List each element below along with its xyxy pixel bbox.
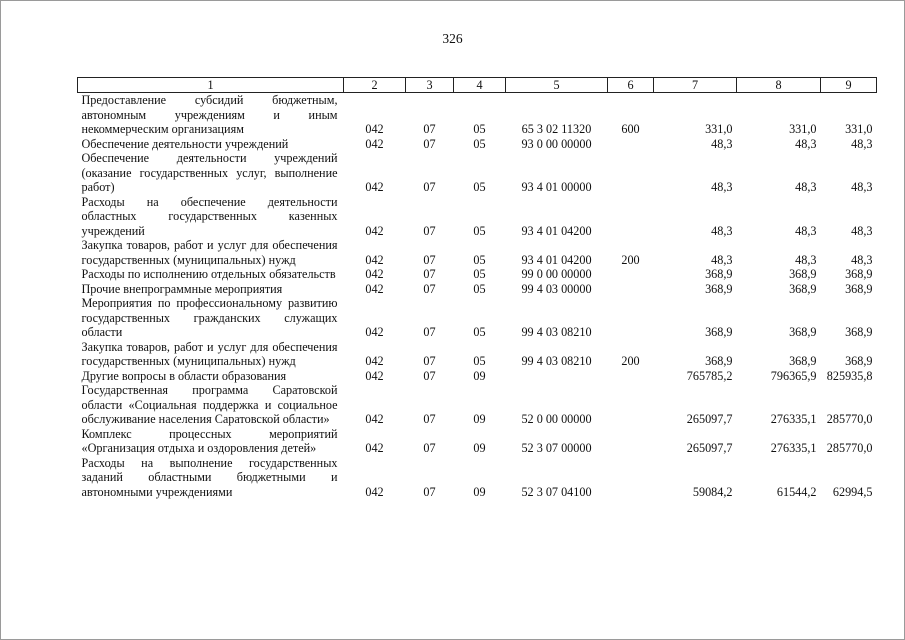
cell-section: 07	[423, 252, 436, 267]
row-description: Комплекс процессных мероприятий «Организация отдыха и оздоровления детей»	[81, 426, 338, 455]
cell-amount-3: 368,9	[845, 267, 873, 281]
cell-admin-code: 042	[365, 441, 384, 455]
cell-amount-1: 331,0	[705, 122, 733, 136]
cell-amount-1: 765785,2	[686, 368, 733, 383]
cell-expense-type: 200	[621, 252, 640, 267]
cell-target-article: 93 0 00 00000	[521, 136, 592, 151]
column-header: 4	[454, 78, 506, 93]
cell-amount-2: 368,9	[789, 325, 817, 339]
cell-admin-code: 042	[365, 122, 384, 136]
cell-amount-1: 265097,7	[686, 412, 733, 426]
cell-amount-1: 48,3	[711, 180, 733, 194]
cell-target-article: 99 4 03 08210	[521, 354, 592, 368]
cell-target-article: 93 4 01 00000	[521, 180, 592, 194]
cell-amount-3: 285770,0	[826, 441, 873, 455]
cell-amount-2: 48,3	[795, 180, 817, 194]
cell-section: 07	[423, 281, 436, 296]
cell-amount-2: 48,3	[795, 252, 817, 267]
column-header: 2	[344, 78, 406, 93]
cell-amount-2: 48,3	[795, 136, 817, 151]
cell-expense-type	[608, 296, 654, 340]
cell-section: 07	[423, 441, 436, 455]
cell-amount-1: 48,3	[711, 252, 733, 267]
cell-subsection: 05	[473, 252, 486, 267]
row-description: Мероприятия по профессиональному развитию государственных гражданских служащих области	[81, 296, 338, 339]
budget-table	[77, 77, 877, 499]
cell-admin-code: 042	[365, 180, 384, 194]
cell-admin-code: 042	[365, 223, 384, 238]
table-row	[78, 267, 877, 282]
cell-subsection: 09	[473, 412, 486, 426]
cell-target-article: 65 3 02 11320	[521, 122, 592, 136]
cell-section: 07	[423, 484, 436, 499]
cell-expense-type	[608, 427, 654, 456]
cell-amount-1: 48,3	[711, 223, 733, 238]
cell-amount-3: 48,3	[851, 223, 873, 238]
cell-admin-code: 042	[365, 252, 384, 267]
cell-amount-2: 368,9	[789, 281, 817, 296]
cell-amount-2: 276335,1	[770, 441, 817, 455]
cell-amount-3: 48,3	[851, 180, 873, 194]
table-row	[78, 369, 877, 384]
cell-expense-type: 200	[621, 354, 640, 368]
cell-subsection: 05	[473, 325, 486, 339]
cell-target-article: 99 0 00 00000	[521, 267, 592, 281]
cell-amount-3: 331,0	[845, 122, 873, 136]
table-row	[78, 456, 877, 500]
cell-expense-type	[608, 137, 654, 152]
cell-target-article	[506, 369, 608, 384]
table-row	[78, 383, 877, 427]
cell-admin-code: 042	[365, 281, 384, 296]
cell-target-article: 52 3 07 04100	[521, 484, 592, 499]
table-row	[78, 151, 877, 195]
cell-section: 07	[423, 354, 436, 368]
cell-amount-1: 368,9	[705, 325, 733, 339]
page-number: 326	[442, 31, 463, 46]
cell-admin-code: 042	[365, 267, 384, 281]
column-header: 5	[506, 78, 608, 93]
cell-amount-2: 48,3	[795, 223, 817, 238]
column-header: 3	[406, 78, 454, 93]
cell-amount-3: 285770,0	[826, 412, 873, 426]
cell-subsection: 05	[473, 223, 486, 238]
cell-section: 07	[423, 325, 436, 339]
cell-admin-code: 042	[365, 325, 384, 339]
cell-target-article: 93 4 01 04200	[521, 223, 592, 238]
cell-section: 07	[423, 412, 436, 426]
column-header: 9	[821, 78, 877, 93]
row-description: Расходы на обеспечение деятельности областных государственных казенных учреждений	[81, 194, 338, 238]
cell-amount-3: 368,9	[845, 325, 873, 339]
cell-subsection: 05	[473, 281, 486, 296]
table-row	[78, 427, 877, 456]
cell-target-article: 99 4 03 00000	[521, 281, 592, 296]
cell-subsection: 09	[473, 441, 486, 455]
cell-amount-2: 796365,9	[770, 368, 817, 383]
row-description: Государственная программа Саратовской области «Социальная поддержка и социальное обслуживание населения Саратовской области»	[81, 383, 338, 426]
cell-amount-3: 48,3	[851, 136, 873, 151]
cell-amount-2: 331,0	[789, 122, 817, 136]
table-row	[78, 282, 877, 297]
cell-amount-1: 368,9	[705, 267, 733, 281]
table-row	[78, 296, 877, 340]
cell-admin-code: 042	[365, 412, 384, 426]
cell-amount-1: 59084,2	[692, 484, 733, 499]
row-description: Обеспечение деятельности учреждений	[81, 136, 289, 151]
cell-amount-1: 368,9	[705, 281, 733, 296]
row-description: Прочие внепрограммные мероприятия	[81, 281, 283, 296]
cell-expense-type: 600	[621, 122, 640, 136]
table-row	[78, 137, 877, 152]
cell-section: 07	[423, 136, 436, 151]
cell-target-article: 52 3 07 00000	[521, 441, 592, 455]
row-description: Обеспечение деятельности учреждений (оказание государственных услуг, выполнение работ)	[81, 151, 338, 194]
cell-subsection: 09	[473, 484, 486, 499]
cell-expense-type	[608, 369, 654, 384]
cell-amount-2: 61544,2	[776, 484, 817, 499]
column-header: 8	[737, 78, 821, 93]
table-row	[78, 340, 877, 369]
cell-subsection: 05	[473, 267, 486, 281]
cell-admin-code: 042	[365, 354, 384, 368]
cell-amount-3: 825935,8	[826, 368, 873, 383]
cell-target-article: 99 4 03 08210	[521, 325, 592, 339]
row-description: Другие вопросы в области образования	[81, 368, 287, 383]
cell-expense-type	[608, 383, 654, 427]
cell-section: 07	[423, 368, 436, 383]
cell-subsection: 05	[473, 180, 486, 194]
row-description: Предоставление субсидий бюджетным, автономным учреждениям и иным некоммерческим организациям	[81, 93, 338, 136]
cell-expense-type	[608, 195, 654, 239]
cell-target-article: 93 4 01 04200	[521, 252, 592, 267]
cell-subsection: 05	[473, 354, 486, 368]
cell-section: 07	[423, 267, 436, 281]
row-description: Закупка товаров, работ и услуг для обеспечения государственных (муниципальных) нужд	[81, 238, 338, 267]
cell-section: 07	[423, 180, 436, 194]
cell-section: 07	[423, 223, 436, 238]
cell-expense-type	[608, 151, 654, 195]
cell-amount-2: 276335,1	[770, 412, 817, 426]
column-header: 1	[78, 78, 344, 93]
cell-amount-2: 368,9	[789, 354, 817, 368]
cell-amount-1: 265097,7	[686, 441, 733, 455]
row-description: Расходы по исполнению отдельных обязательств	[81, 267, 336, 281]
table-row	[78, 195, 877, 239]
cell-target-article: 52 0 00 00000	[521, 412, 592, 426]
column-header: 6	[608, 78, 654, 93]
cell-amount-1: 48,3	[711, 136, 733, 151]
cell-amount-3: 62994,5	[832, 484, 873, 499]
row-description: Закупка товаров, работ и услуг для обеспечения государственных (муниципальных) нужд	[81, 339, 338, 368]
cell-admin-code: 042	[365, 484, 384, 499]
cell-amount-1: 368,9	[705, 354, 733, 368]
column-header: 7	[654, 78, 737, 93]
cell-subsection: 05	[473, 122, 486, 136]
cell-amount-3: 368,9	[845, 281, 873, 296]
cell-subsection: 05	[473, 136, 486, 151]
cell-expense-type	[608, 267, 654, 282]
header-row	[78, 78, 877, 93]
cell-amount-3: 368,9	[845, 354, 873, 368]
cell-admin-code: 042	[365, 136, 384, 151]
cell-amount-2: 368,9	[789, 267, 817, 281]
cell-expense-type	[608, 282, 654, 297]
cell-admin-code: 042	[365, 368, 384, 383]
cell-expense-type	[608, 456, 654, 500]
cell-amount-3: 48,3	[851, 252, 873, 267]
table-row	[78, 238, 877, 267]
cell-subsection: 09	[473, 368, 486, 383]
table-row	[78, 93, 877, 137]
row-description: Расходы на выполнение государственных заданий областными бюджетными и автономными учреждениями	[81, 455, 338, 499]
cell-section: 07	[423, 122, 436, 136]
